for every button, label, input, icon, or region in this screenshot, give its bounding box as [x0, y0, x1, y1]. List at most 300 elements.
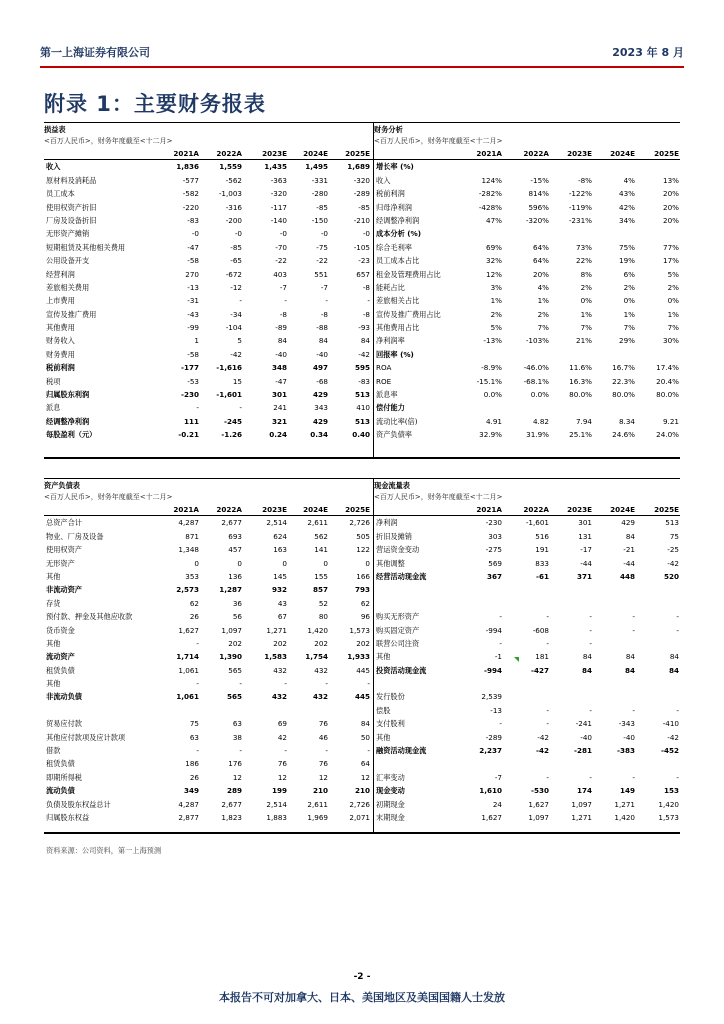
cell-value: 2% [537, 309, 549, 319]
cell-value: -22 [275, 256, 287, 266]
cell-value: 2% [623, 282, 635, 292]
cell-value: 513 [354, 390, 370, 400]
cell-value: 2,726 [349, 518, 370, 528]
report-date: 2023 年 8 月 [612, 46, 684, 59]
year-header: 2024E [303, 149, 328, 158]
unit-note: <百万人民币>，财务年度截至<十二月> [44, 137, 173, 145]
cell-value: - [546, 612, 549, 622]
row-label: 上市费用 [46, 296, 75, 306]
cell-value: 0 [194, 558, 199, 568]
cell-value: 3% [490, 282, 502, 292]
row-label: 营运资金变动 [376, 545, 420, 555]
cell-value: -44 [580, 558, 592, 568]
cell-value: -61 [536, 571, 549, 581]
cell-value: 136 [228, 571, 242, 581]
table-row [374, 241, 680, 254]
row-label: 投资活动现金流 [376, 665, 427, 675]
row-label: 折旧及摊销 [376, 531, 412, 541]
cell-value: 1,287 [219, 585, 242, 595]
cell-value: -220 [182, 202, 199, 212]
year-header: 2021A [476, 505, 502, 514]
year-header: 2025E [654, 149, 679, 158]
row-label: 末期现金 [376, 812, 405, 822]
year-header: 2023E [262, 149, 287, 158]
cell-value: 80.0% [569, 390, 592, 400]
cell-value: -289 [485, 732, 502, 742]
cell-value: 84 [668, 665, 679, 675]
table-row [374, 254, 680, 267]
cell-value: 181 [535, 652, 549, 662]
cell-value: 1,061 [178, 665, 199, 675]
cell-value: -530 [531, 786, 549, 796]
cell-value: 202 [314, 638, 328, 648]
cell-value: 2% [667, 282, 679, 292]
table-row [44, 160, 374, 173]
row-label: 使用权资产 [46, 545, 82, 555]
cell-value: 63 [189, 732, 199, 742]
cell-value: 1,627 [178, 625, 199, 635]
cell-value: 448 [619, 571, 635, 581]
table-row [44, 637, 374, 650]
unit-note: <百万人民币>，财务年度截至<十二月> [44, 493, 173, 501]
cell-value: -245 [224, 416, 242, 426]
table-row [374, 530, 680, 543]
cell-value: 69 [277, 719, 287, 729]
cell-value: 20% [663, 202, 679, 212]
row-label: 支付股利 [376, 719, 405, 729]
cell-value: 56 [232, 612, 242, 622]
cell-value: 1,097 [221, 625, 242, 635]
cell-value: -65 [230, 256, 242, 266]
row-label: 差旅相关占比 [376, 296, 420, 306]
cell-value: 0.0% [530, 390, 549, 400]
cell-value: -42 [230, 349, 242, 359]
cell-value: 516 [535, 531, 549, 541]
cell-value: -1.26 [221, 430, 242, 440]
top-rule-2 [44, 478, 680, 479]
table-row [374, 677, 680, 690]
year-header: 2024E [303, 505, 328, 514]
cell-value: 367 [486, 571, 502, 581]
cell-value: 4.91 [485, 416, 502, 426]
cell-value: 1 [194, 336, 199, 346]
cell-value: - [196, 679, 199, 689]
row-label: 员工成本占比 [376, 256, 420, 266]
cell-value: -25 [667, 545, 679, 555]
cell-value: - [284, 296, 287, 306]
cell-value: 64% [533, 242, 549, 252]
cell-value: -42 [358, 349, 370, 359]
cash-flow-table [374, 480, 680, 824]
page-header [40, 44, 684, 58]
cell-value: -53 [187, 376, 199, 386]
cell-value: 24 [492, 799, 502, 809]
table-row [44, 201, 374, 214]
cell-value: -672 [225, 269, 242, 279]
cell-value: 2,611 [307, 518, 328, 528]
cell-value: -410 [662, 719, 679, 729]
table-row [374, 348, 680, 361]
cell-value: 1,097 [528, 812, 549, 822]
cell-value: 343 [314, 403, 328, 413]
cell-value: 202 [273, 638, 287, 648]
cell-value: 2,611 [307, 799, 328, 809]
cell-value: 1,390 [219, 652, 242, 662]
cell-value: -1,003 [218, 189, 242, 199]
cell-value: 9.21 [662, 416, 679, 426]
row-label: 流动负债 [46, 786, 75, 796]
table-row [44, 174, 374, 187]
cell-value: 84 [625, 531, 635, 541]
cell-value: 17% [663, 256, 679, 266]
cell-value: 174 [576, 786, 592, 796]
cell-value: -231% [568, 215, 592, 225]
cell-value: 0% [623, 296, 635, 306]
cell-value: - [546, 638, 549, 648]
cell-value: 7.94 [575, 416, 592, 426]
table-row [374, 704, 680, 717]
row-label: 偿付能力 [376, 403, 405, 413]
table-row [44, 570, 374, 583]
table-row [44, 771, 374, 784]
cell-value: -1,616 [216, 363, 242, 373]
cell-value: -320% [525, 215, 549, 225]
cell-value: -200 [225, 215, 242, 225]
cell-value: 301 [271, 390, 287, 400]
row-label: 偿股 [376, 705, 391, 715]
cell-value: -43 [187, 309, 199, 319]
row-label: 财务收入 [46, 336, 75, 346]
page-number: -2 - [353, 972, 371, 982]
cell-value: -0 [362, 229, 370, 239]
cell-value: 693 [228, 531, 242, 541]
cell-value: -316 [225, 202, 242, 212]
cell-value: 76 [277, 759, 287, 769]
cell-value: 1,573 [349, 625, 370, 635]
cell-value: 2,514 [266, 518, 287, 528]
table-row [44, 610, 374, 623]
cell-value: 22% [576, 256, 592, 266]
table-row [44, 321, 374, 334]
cell-value: -608 [532, 625, 549, 635]
cell-value: 2,071 [349, 812, 370, 822]
cell-value: - [239, 403, 242, 413]
cell-value: 321 [271, 416, 287, 426]
year-header: 2025E [654, 505, 679, 514]
row-label: 购买无形资产 [376, 612, 420, 622]
row-label: 现金变动 [376, 786, 405, 796]
financial-analysis-table [374, 124, 680, 442]
cell-value: 5% [667, 269, 679, 279]
cell-value: 1% [667, 309, 679, 319]
cell-value: 124% [481, 175, 502, 185]
cell-value: 1,559 [219, 162, 242, 172]
table-row [44, 744, 374, 757]
cell-value: -0.21 [178, 430, 199, 440]
cell-value: -0 [191, 229, 199, 239]
table-row [374, 401, 680, 414]
bottom-rule-1 [44, 457, 680, 459]
table-row [44, 704, 374, 717]
cell-value: 17.4% [656, 363, 679, 373]
cell-value: 38 [232, 732, 242, 742]
table-row [374, 268, 680, 281]
cell-value: 176 [228, 759, 242, 769]
cell-value: 657 [356, 269, 370, 279]
row-label: 其他调整 [376, 558, 405, 568]
cell-value: 12 [277, 772, 287, 782]
cell-value: 1,969 [307, 812, 328, 822]
cell-value: - [325, 296, 328, 306]
cell-value: 16.3% [569, 376, 592, 386]
row-label: 回报率 (%) [376, 349, 414, 359]
cell-value: -13% [483, 336, 502, 346]
cell-value: 2,573 [176, 585, 199, 595]
row-label: 货币资金 [46, 625, 75, 635]
section-title: 财务分析 [374, 125, 403, 134]
row-label: 增长率 (%) [376, 162, 414, 172]
cell-value: 20.4% [656, 376, 679, 386]
cell-value: 24.0% [656, 430, 679, 440]
row-label: 收入 [46, 162, 61, 172]
cell-value: - [589, 612, 592, 622]
cell-value: -282% [478, 189, 502, 199]
cell-value: -99 [187, 323, 199, 333]
cell-value: 0% [580, 296, 592, 306]
table-row [44, 784, 374, 797]
cell-value: 62 [360, 598, 370, 608]
cell-value: - [546, 772, 549, 782]
cell-value: 19% [619, 256, 635, 266]
divider-1 [373, 122, 374, 458]
balance-sheet-table [44, 480, 374, 824]
cell-value: 12 [318, 772, 328, 782]
row-label: 其他 [46, 571, 61, 581]
section-title: 资产负债表 [44, 481, 80, 490]
cell-value: 199 [271, 786, 287, 796]
cell-value: 77% [663, 242, 679, 252]
cell-value: 0.24 [269, 430, 287, 440]
cell-value: 24.6% [612, 430, 635, 440]
cell-value: 4% [623, 175, 635, 185]
table-row [374, 650, 680, 663]
year-header: 2024E [610, 149, 635, 158]
cell-value: -42 [537, 732, 549, 742]
cell-value: - [499, 612, 502, 622]
row-label: 净利润 [376, 518, 398, 528]
cell-value: 432 [314, 665, 328, 675]
year-header: 2022A [523, 505, 549, 514]
cell-value: -7 [320, 282, 328, 292]
cell-value: 29% [619, 336, 635, 346]
cell-value: -40 [580, 732, 592, 742]
year-header-row [44, 147, 374, 160]
cell-value: 429 [312, 416, 328, 426]
section-title: 现金流量表 [374, 481, 410, 490]
cell-value: 0 [365, 558, 370, 568]
cell-value: 301 [578, 518, 592, 528]
cell-value: -85 [230, 242, 242, 252]
cell-value: 12 [360, 772, 370, 782]
cell-value: -47 [275, 376, 287, 386]
cell-value: - [546, 705, 549, 715]
cell-value: 1,714 [176, 652, 199, 662]
cell-value: -42 [536, 746, 549, 756]
cell-value: -383 [617, 746, 635, 756]
table-row [374, 174, 680, 187]
cell-value: -210 [353, 215, 370, 225]
disclaimer-footer: 本报告不可对加拿大、日本、美国地区及美国国籍人士发放 [219, 991, 505, 1004]
table-row [374, 415, 680, 428]
cell-value: -105 [353, 242, 370, 252]
row-label: 物业、厂房及设备 [46, 531, 104, 541]
cell-value: 445 [354, 692, 370, 702]
table-row [44, 214, 374, 227]
cell-value: 84 [669, 652, 679, 662]
row-label: 财务费用 [46, 349, 75, 359]
cell-value: 1,689 [347, 162, 370, 172]
cell-value: 1% [623, 309, 635, 319]
cell-value: 4% [537, 282, 549, 292]
table-row [44, 227, 374, 240]
cell-value: 348 [271, 363, 287, 373]
cell-value: - [499, 638, 502, 648]
table-row [44, 388, 374, 401]
cell-value: 2,677 [221, 518, 242, 528]
cell-value: -8 [362, 309, 370, 319]
cell-value: -22 [316, 256, 328, 266]
table-row [374, 227, 680, 240]
cell-value: 191 [535, 545, 549, 555]
cell-value: 1,420 [658, 799, 679, 809]
cell-value: 145 [273, 571, 287, 581]
cell-value: 1,348 [178, 545, 199, 555]
table-row [374, 610, 680, 623]
cell-value: - [676, 705, 679, 715]
table-row [44, 428, 374, 441]
year-header-row [374, 147, 680, 160]
year-header: 2022A [523, 149, 549, 158]
cell-value: 814% [528, 189, 549, 199]
cell-value: 34% [619, 215, 635, 225]
table-row [44, 650, 374, 663]
cell-value: 303 [488, 531, 502, 541]
cell-value: 2% [580, 282, 592, 292]
row-label: 预付款、押金及其他应收款 [46, 612, 133, 622]
cell-value: 210 [354, 786, 370, 796]
cell-value: - [676, 625, 679, 635]
cell-value: 202 [356, 638, 370, 648]
cell-value: 20% [533, 269, 549, 279]
cell-value: -230 [181, 390, 199, 400]
cell-value: -23 [358, 256, 370, 266]
cell-value: -0 [320, 229, 328, 239]
cell-value: 270 [185, 269, 199, 279]
table-row [44, 624, 374, 637]
row-label: 流动比率(倍) [376, 416, 418, 426]
cell-value: -8.9% [481, 363, 502, 373]
cell-value: 1,271 [614, 799, 635, 809]
table-row [374, 361, 680, 374]
cell-value: 84 [360, 719, 370, 729]
cell-value: 0.40 [352, 430, 370, 440]
cell-value: 432 [273, 665, 287, 675]
cell-value: -7 [279, 282, 287, 292]
cell-value: -281 [574, 746, 592, 756]
table-row [44, 334, 374, 347]
row-label: 综合毛利率 [376, 242, 412, 252]
cell-value: 562 [314, 531, 328, 541]
cell-value: -117 [270, 202, 287, 212]
cell-value: 75 [189, 719, 199, 729]
cell-value: -17 [580, 545, 592, 555]
cell-value: 210 [312, 786, 328, 796]
cell-value: 6% [623, 269, 635, 279]
table-row [44, 530, 374, 543]
row-label: 总资产合计 [46, 518, 82, 528]
cell-value: 349 [183, 786, 199, 796]
cell-value: 457 [228, 545, 242, 555]
cell-value: 596% [528, 202, 549, 212]
cell-value: 2,726 [349, 799, 370, 809]
cell-value: 63 [232, 719, 242, 729]
cell-value: 43% [619, 189, 635, 199]
cell-value: 76 [318, 759, 328, 769]
row-label: 税前利润 [46, 363, 75, 373]
row-label: 无形资产摊销 [46, 229, 90, 239]
row-label: 其他 [46, 679, 61, 689]
cell-value: 505 [356, 531, 370, 541]
cell-value: 75% [619, 242, 635, 252]
cell-value: 2,677 [221, 799, 242, 809]
cell-value: 8% [580, 269, 592, 279]
table-row [374, 308, 680, 321]
row-label: 存货 [46, 598, 61, 608]
cell-value: - [589, 625, 592, 635]
cell-value: -40 [623, 732, 635, 742]
cell-value: -15.1% [476, 376, 502, 386]
cell-value: - [632, 625, 635, 635]
section-title: 损益表 [44, 125, 66, 134]
cell-value: 1,933 [347, 652, 370, 662]
cell-value: 403 [273, 269, 287, 279]
table-row [44, 798, 374, 811]
cell-value: -8 [362, 282, 370, 292]
cell-value: 5 [237, 336, 242, 346]
table-row [374, 543, 680, 556]
table-row [44, 677, 374, 690]
cell-value: -34 [230, 309, 242, 319]
row-label: 购买固定资产 [376, 625, 420, 635]
row-label: 经调整净利润 [376, 215, 420, 225]
cell-value: 4,287 [178, 518, 199, 528]
cell-value: 520 [663, 571, 679, 581]
cell-value: 16.7% [612, 363, 635, 373]
cell-value: 0% [667, 296, 679, 306]
year-header-row [374, 503, 680, 516]
cell-value: 1% [490, 296, 502, 306]
cell-value: -68.1% [523, 376, 549, 386]
row-label: 每股盈利（元） [46, 430, 97, 440]
cell-value: 84 [318, 336, 328, 346]
row-label: 能耗占比 [376, 282, 405, 292]
row-label: 其他费用 [46, 323, 75, 333]
cell-value: -1,601 [525, 518, 549, 528]
cell-value: 32% [486, 256, 502, 266]
row-label: 派息率 [376, 390, 398, 400]
cell-value: - [367, 679, 370, 689]
cell-value: 595 [354, 363, 370, 373]
